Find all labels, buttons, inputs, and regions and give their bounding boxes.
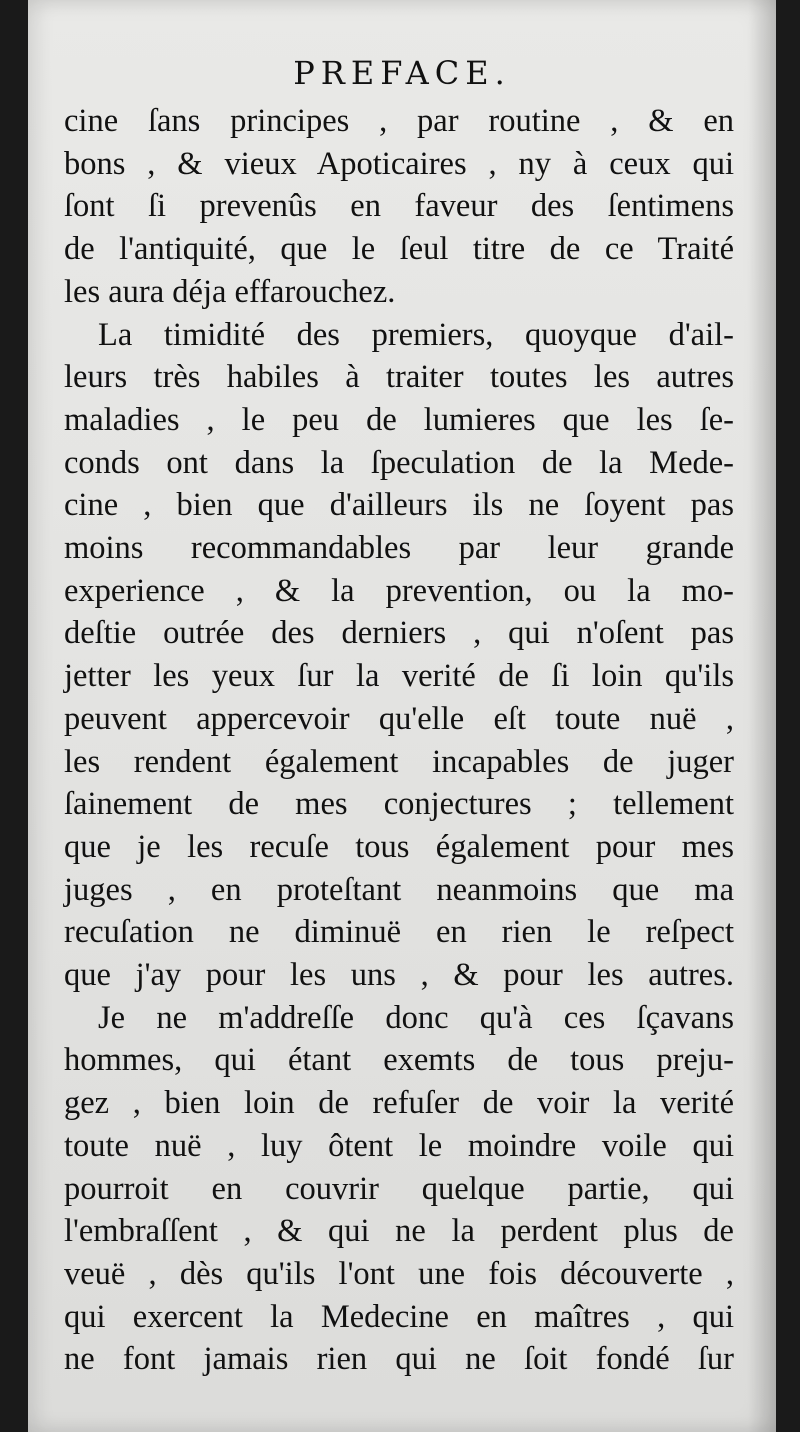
text-line: La timidité des premiers, quoyque d'ail-	[98, 316, 734, 353]
text-line: peuvent appercevoir qu'elle eſt toute nuë ,	[64, 700, 734, 737]
text-line: pourroit en couvrir quelque partie, qui	[64, 1170, 734, 1207]
running-header: PREFACE.	[293, 54, 511, 92]
text-line: gez , bien loin de refuſer de voir la verité	[64, 1085, 734, 1122]
text-line: ſainement de mes conjectures ; tellement	[64, 786, 734, 823]
text-line: qui exercent la Medecine en maîtres , qui	[64, 1298, 734, 1335]
text-line: toute nuë , luy ôtent le moindre voile qui	[64, 1127, 734, 1164]
text-line: de l'antiquité, que le ſeul titre de ce Traité	[64, 231, 734, 268]
text-line: que je les recuſe tous également pour mes	[64, 828, 734, 865]
text-line: cine , bien que d'ailleurs ils ne ſoyent pas	[64, 487, 734, 524]
text-line: experience , & la prevention, ou la mo-	[64, 572, 734, 609]
text-line: deſtie outrée des derniers , qui n'oſent pas	[64, 615, 734, 652]
body-text	[64, 100, 734, 1381]
text-line: maladies , le peu de lumieres que les ſe-	[64, 401, 734, 438]
text-line: veuë , dès qu'ils l'ont une fois découverte ,	[64, 1255, 734, 1292]
text-line: bons , & vieux Apoticaires , ny à ceux qui	[64, 145, 734, 182]
text-line: que j'ay pour les uns , & pour les autres.	[64, 957, 734, 994]
text-line: leurs très habiles à traiter toutes les autres	[64, 359, 734, 396]
text-line: hommes, qui étant exemts de tous preju-	[64, 1042, 734, 1079]
book-page	[28, 0, 776, 1432]
text-line: l'embraſſent , & qui ne la perdent plus de	[64, 1213, 734, 1250]
text-line: Je ne m'addreſſe donc qu'à ces ſçavans	[98, 999, 734, 1036]
text-line: les rendent également incapables de juger	[64, 743, 734, 780]
text-line: juges , en proteſtant neanmoins que ma	[64, 871, 734, 908]
text-line: conds ont dans la ſpeculation de la Mede-	[64, 444, 734, 481]
text-line: cine ſans principes , par routine , & en	[64, 103, 734, 139]
text-line: jetter les yeux ſur la verité de ſi loin qu'ils	[64, 658, 734, 695]
text-line: ſont ſi prevenûs en faveur des ſentimens	[64, 188, 734, 225]
text-line: ne font jamais rien qui ne ſoit fondé ſur	[64, 1341, 734, 1378]
paragraph-1	[64, 100, 734, 314]
paragraph-3	[64, 997, 734, 1381]
paragraph-2	[64, 314, 734, 997]
text-line: moins recommandables par leur grande	[64, 530, 734, 567]
text-line: recuſation ne diminuë en rien le reſpect	[64, 914, 734, 951]
text-line: les aura déja effarouchez.	[64, 273, 396, 310]
